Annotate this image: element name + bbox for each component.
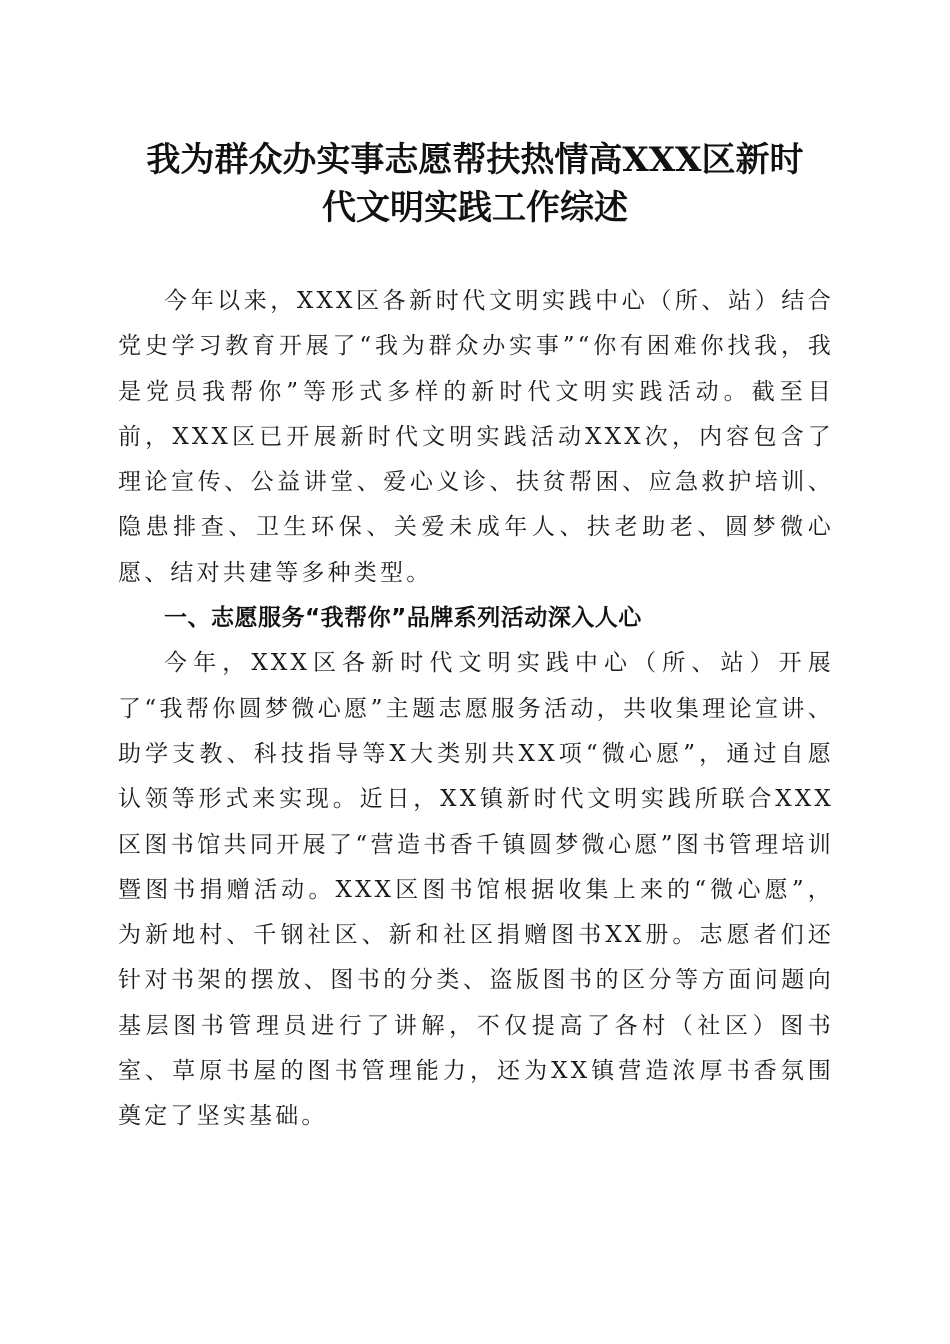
document-body xyxy=(118,279,834,1140)
title-line-1: 我为群众办实事志愿帮扶热情高XXX区新时 xyxy=(146,140,804,180)
document-title xyxy=(110,136,840,232)
title-line-2: 代文明实践工作综述 xyxy=(322,188,628,228)
intro-paragraph: 今年以来，XXX区各新时代文明实践中心（所、站）结合党史学习教育开展了“我为群众办实事”“你有困难你找我，我是党员我帮你”等形式多样的新时代文明实践活动。截至目前，XXX区已开展新时代文明实践活动XXX次，内容包含了理论宣传、公益讲堂、爱心义诊、扶贫帮困、应急救护培训、隐患排查、卫生环保、关爱未成年人、扶老助老、圆梦微心愿、结对共建等多种类型。 xyxy=(118,288,834,586)
section-1-paragraph: 今年，XXX区各新时代文明实践中心（所、站）开展了“我帮你圆梦微心愿”主题志愿服务活动，共收集理论宣讲、助学支教、科技指导等X大类别共XX项“微心愿”，通过自愿认领等形式来实现。近日，XX镇新时代文明实践所联合XXX区图书馆共同开展了“营造书香千镇圆梦微心愿”图书管理培训暨图书捐赠活动。XXX区图书馆根据收集上来的“微心愿”，为新地村、千钢社区、新和社区捐赠图书XX册。志愿者们还针对书架的摆放、图书的分类、盗版图书的区分等方面问题向基层图书管理员进行了讲解，不仅提高了各村（社区）图书室、草原书屋的图书管理能力，还为XX镇营造浓厚书香氛围奠定了坚实基础。 xyxy=(118,650,834,1130)
section-heading-1: 一、志愿服务“我帮你”品牌系列活动深入人心 xyxy=(164,605,642,632)
